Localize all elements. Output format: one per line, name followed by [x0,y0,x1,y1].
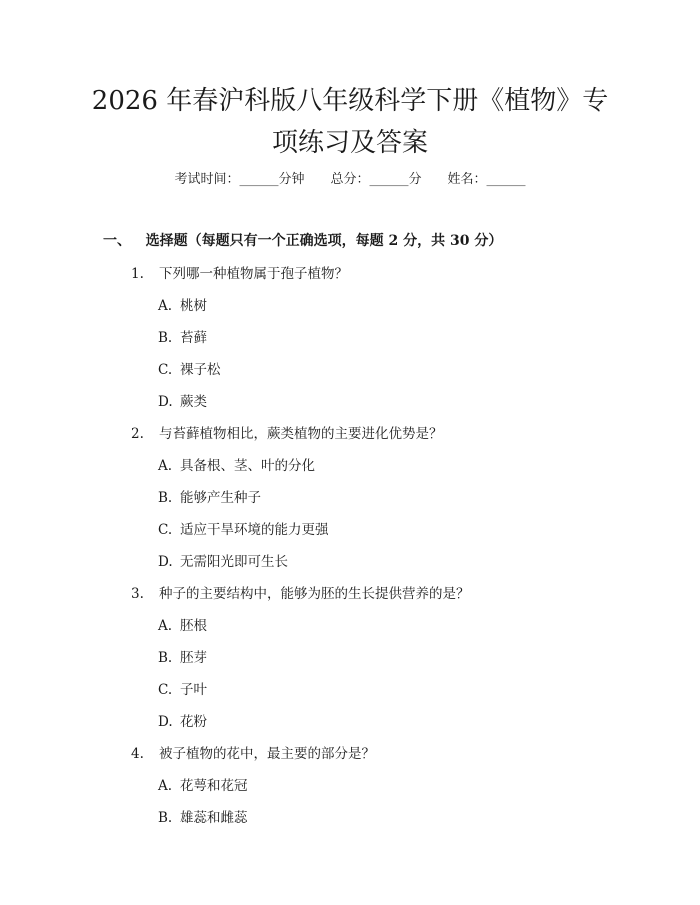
option-text: 子叶 [180,682,207,698]
option-text: 裸子松 [180,362,221,378]
option-label: B. [158,650,173,666]
option-label: D. [158,394,173,410]
exam-meta-line: 考试时间：______分钟 总分：______分 姓名：______ [174,172,526,187]
q1-option-c [158,358,221,378]
q2-option-c [158,518,329,538]
question-4 [131,742,375,762]
option-text: 花萼和花冠 [180,778,248,794]
q3-option-b [158,646,207,666]
option-text: 桃树 [180,298,207,314]
option-label: A. [158,298,173,314]
question-3 [131,582,470,602]
option-text: 胚根 [180,618,207,634]
question-1 [131,262,348,282]
option-label: A. [158,618,173,634]
question-number: 3. [131,586,144,602]
option-label: C. [158,682,173,698]
q4-option-a [158,774,248,794]
option-label: C. [158,362,173,378]
option-text: 花粉 [180,714,207,730]
q2-option-b [158,486,261,506]
option-label: A. [158,458,173,474]
question-text: 被子植物的花中，最主要的部分是？ [159,746,375,762]
question-number: 4. [131,746,144,762]
q1-option-a [158,294,207,314]
section-heading [103,230,502,250]
q3-option-c [158,678,207,698]
question-2 [131,422,443,442]
option-label: B. [158,490,173,506]
option-text: 蕨类 [180,394,207,410]
option-text: 具备根、茎、叶的分化 [180,458,315,474]
question-text: 种子的主要结构中，能够为胚的生长提供营养的是？ [159,586,470,602]
q1-option-d [158,390,207,410]
option-label: B. [158,330,173,346]
q4-option-b [158,806,248,826]
section-number: 一、 [103,233,131,249]
question-text: 下列哪一种植物属于孢子植物？ [159,266,348,282]
option-label: A. [158,778,173,794]
option-label: D. [158,554,173,570]
option-text: 胚芽 [180,650,207,666]
option-label: D. [158,714,173,730]
option-text: 雄蕊和雌蕊 [180,810,248,826]
option-text: 适应干旱环境的能力更强 [180,522,329,538]
q3-option-a [158,614,207,634]
q2-option-a [158,454,315,474]
document-title: 2026 年春沪科版八年级科学下册《植物》专项练习及答案 [91,86,609,158]
option-text: 能够产生种子 [180,490,261,506]
question-text: 与苔藓植物相比，蕨类植物的主要进化优势是？ [159,426,443,442]
option-text: 无需阳光即可生长 [180,554,288,570]
question-number: 2. [131,426,144,442]
option-text: 苔藓 [180,330,207,346]
q2-option-d [158,550,288,570]
q3-option-d [158,710,207,730]
section-title: 选择题（每题只有一个正确选项，每题 2 分，共 30 分） [145,233,503,249]
option-label: C. [158,522,173,538]
q1-option-b [158,326,207,346]
question-number: 1. [131,266,144,282]
option-label: B. [158,810,173,826]
